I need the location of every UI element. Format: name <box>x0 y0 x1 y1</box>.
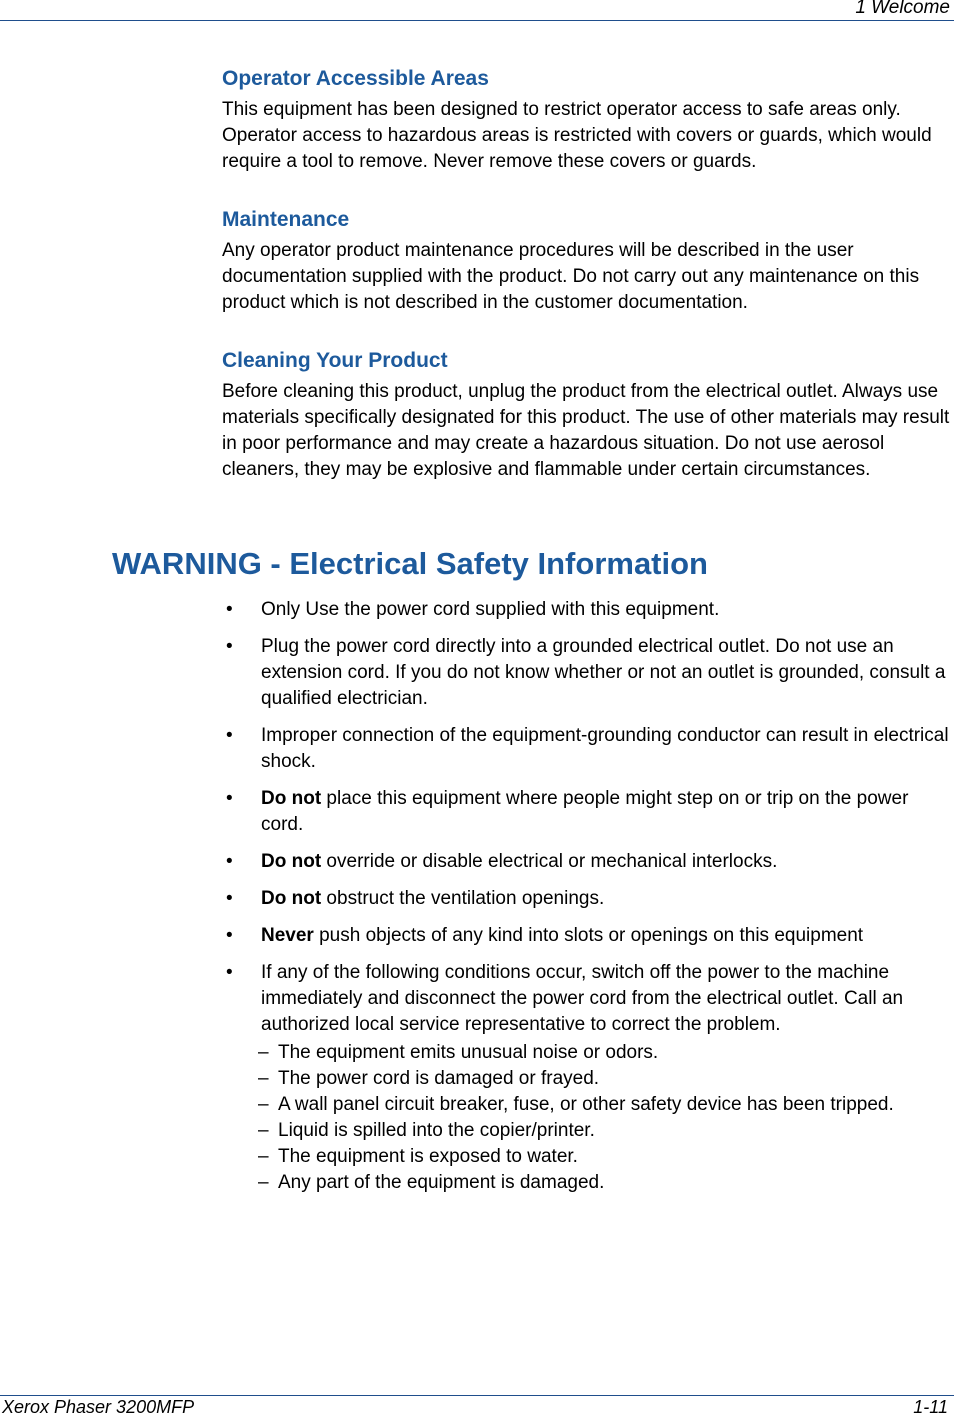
footer-page-number: 1-11 <box>913 1397 948 1417</box>
condition-item: – Any part of the equipment is damaged. <box>222 1170 952 1196</box>
section-body: Before cleaning this product, unplug the product from the electrical outlet. Always use materials specifically designated for this product. The use of other materials may result in poor performance and may create a hazardous situation. Do not use aerosol cleaners, they may be explosive and flammable under certain circumstances. <box>222 381 950 480</box>
section-heading: Operator Accessible Areas <box>222 67 489 90</box>
warning-heading: WARNING - Electrical Safety Information <box>112 546 708 581</box>
bullet-icon: • <box>226 788 233 809</box>
list-item: • Only Use the power cord supplied with this equipment. <box>222 597 952 623</box>
condition-item: – A wall panel circuit breaker, fuse, or other safety device has been tripped. <box>222 1092 952 1118</box>
dash-icon: – <box>258 1120 269 1141</box>
dash-icon: – <box>258 1042 269 1063</box>
dash-icon: – <box>258 1094 269 1115</box>
bullet-icon: • <box>226 962 233 983</box>
section-heading: Maintenance <box>222 208 350 231</box>
running-header: 1 Welcome <box>855 0 950 18</box>
section-body: This equipment has been designed to restrict operator access to safe areas only. Operator access to hazardous areas is restricted with covers or guards, which would require a tool to remove. Never remove these covers or guards. <box>222 99 932 172</box>
bullet-icon: • <box>226 725 233 746</box>
list-item: • Improper connection of the equipment-grounding conductor can result in electrical shock. <box>226 725 949 772</box>
bullet-icon: • <box>226 925 233 946</box>
bullet-icon: • <box>226 851 233 872</box>
footer-rule <box>0 1395 954 1396</box>
condition-item: – The equipment is exposed to water. <box>222 1144 952 1170</box>
list-item: • Never push objects of any kind into slots or openings on this equipment <box>222 923 952 949</box>
list-item: • If any of the following conditions occur, switch off the power to the machine immediately and disconnect the power cord from the electrical outlet. Call an authorized local service representative to correct the problem. <box>226 962 904 1035</box>
bullet-icon: • <box>226 599 233 620</box>
dash-icon: – <box>258 1172 269 1193</box>
section-cleaning-your-product <box>222 348 952 483</box>
section-heading: Cleaning Your Product <box>222 349 448 372</box>
dash-icon: – <box>258 1068 269 1089</box>
list-item: • Do not obstruct the ventilation openings. <box>222 886 952 912</box>
header-rule <box>0 20 954 21</box>
dash-icon: – <box>258 1146 269 1167</box>
bullet-icon: • <box>226 636 233 657</box>
condition-item: – The equipment emits unusual noise or odors. <box>222 1040 952 1066</box>
warning-bullet-list <box>222 597 952 1196</box>
section-body: Any operator product maintenance procedures will be described in the user documentation supplied with the product. Do not carry out any maintenance on this product which is not described in the customer documentation. <box>222 240 920 313</box>
footer-product-name: Xerox Phaser 3200MFP <box>2 1397 195 1417</box>
list-item: • Do not place this equipment where people might step on or trip on the power cord. <box>226 788 909 835</box>
condition-item: – The power cord is damaged or frayed. <box>222 1066 952 1092</box>
conditions-list <box>222 1040 952 1196</box>
condition-item: – Liquid is spilled into the copier/printer. <box>222 1118 952 1144</box>
list-item: • Do not override or disable electrical or mechanical interlocks. <box>222 849 952 875</box>
section-operator-accessible-areas <box>222 66 952 175</box>
list-item: • Plug the power cord directly into a grounded electrical outlet. Do not use an extension cord. If you do not know whether or not an outlet is grounded, consult a qualified electrician. <box>226 636 946 709</box>
bullet-icon: • <box>226 888 233 909</box>
section-maintenance <box>222 207 952 316</box>
